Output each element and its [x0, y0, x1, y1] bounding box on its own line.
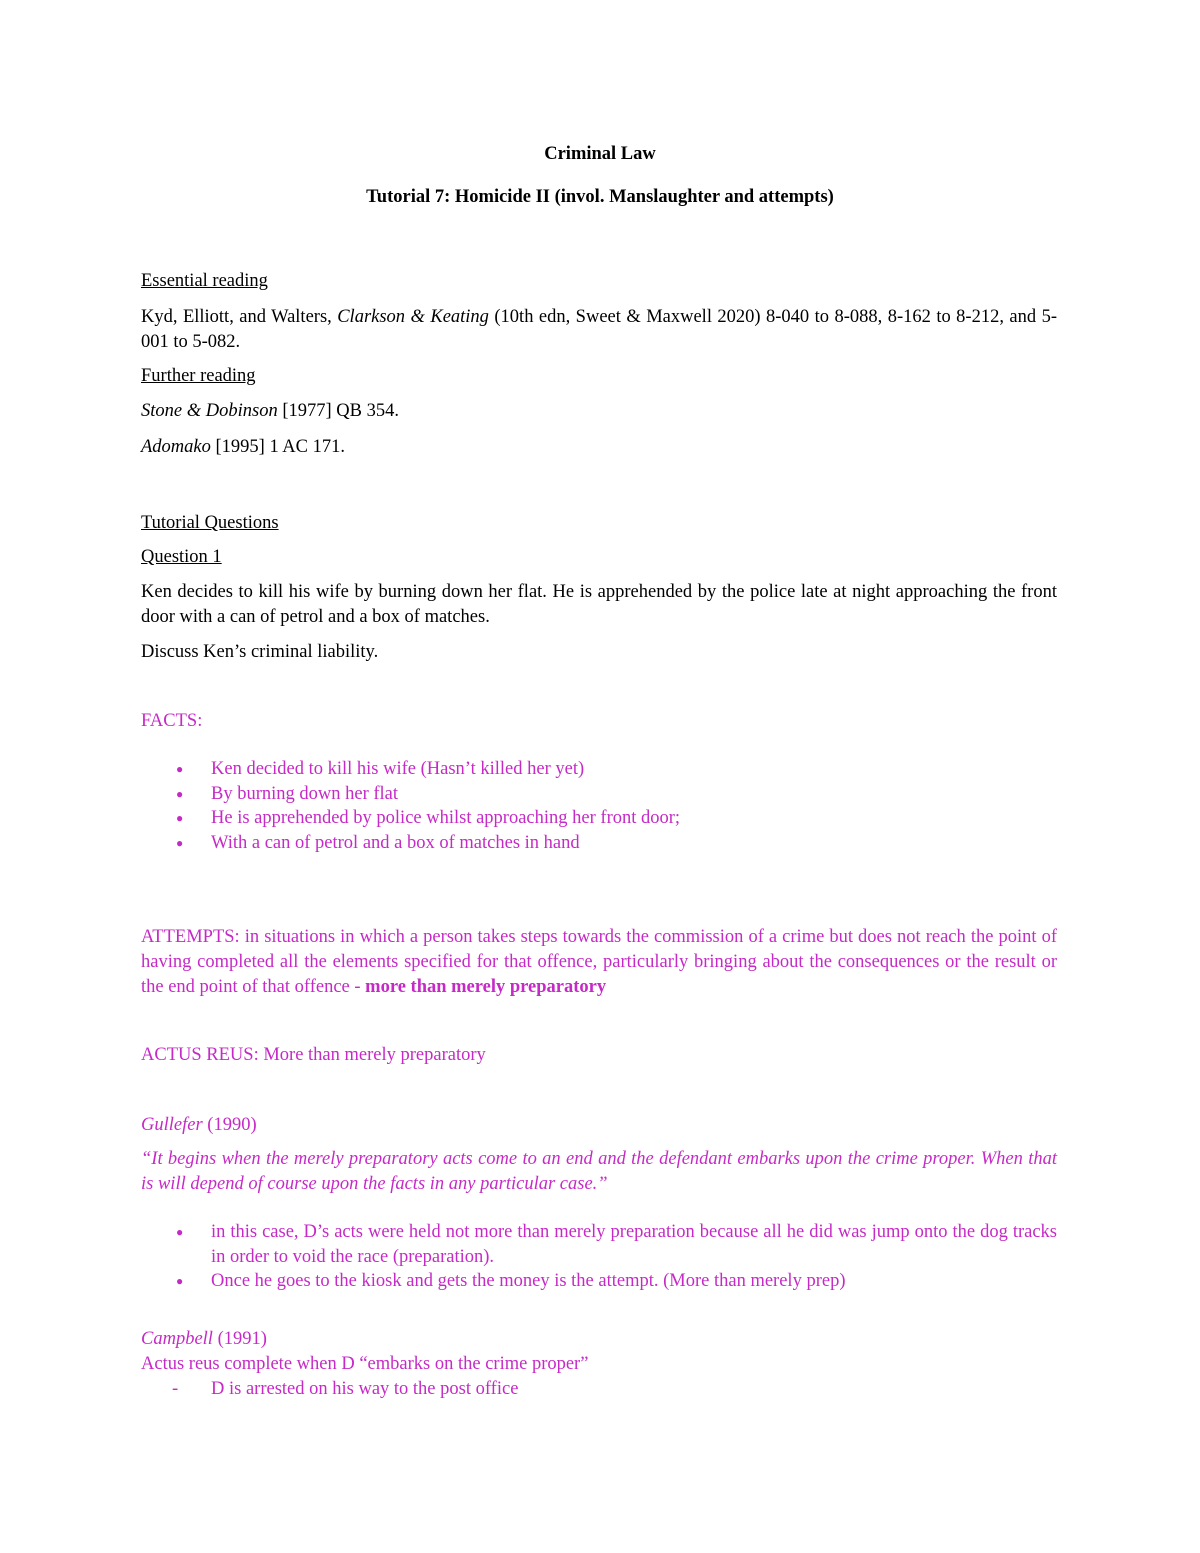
- essential-reading-text: [141, 305, 1057, 355]
- question-1-heading: Question 1: [141, 547, 222, 567]
- dash-icon: -: [172, 1379, 179, 1399]
- gullefer-quote: “It begins when the merely preparatory acts come to an end and the defendant embarks upon the crime proper. When that is will depend of course upon the facts in any particular case.”: [141, 1149, 1057, 1194]
- further-reading-item: [141, 435, 345, 460]
- essential-details: (10th edn, Sweet & Maxwell 2020) 8-040 to 8-088, 8-162 to 8-212, and 5-001 to 5-082.: [141, 307, 1057, 352]
- case-name: Gullefer: [141, 1115, 203, 1135]
- facts-heading: FACTS:: [141, 711, 203, 731]
- gullefer-case-heading: [141, 1113, 257, 1138]
- attempts-definition: [141, 925, 1057, 1000]
- essential-authors: Kyd, Elliott, and Walters,: [141, 307, 338, 327]
- case-citation: [1977] QB 354.: [277, 401, 399, 421]
- essential-reading-heading: Essential reading: [141, 271, 268, 291]
- doc-title: Criminal Law: [544, 144, 656, 164]
- case-name: Stone & Dobinson: [141, 401, 278, 421]
- facts-item: With a can of petrol and a box of matches in hand: [211, 833, 580, 853]
- bullet-icon: ●: [176, 1274, 184, 1288]
- bullet-icon: ●: [176, 762, 184, 776]
- question-1-text: Ken decides to kill his wife by burning down her flat. He is apprehended by the police late at night approaching the front door with a can of petrol and a box of matches.: [141, 582, 1057, 627]
- bullet-icon: ●: [176, 787, 184, 801]
- bullet-icon: ●: [176, 836, 184, 850]
- bullet-icon: ●: [176, 811, 184, 825]
- case-year: (1991): [212, 1329, 267, 1349]
- essential-book-title: Clarkson & Keating: [337, 307, 489, 327]
- case-citation: [1995] 1 AC 171.: [210, 437, 345, 457]
- tutorial-questions-heading: Tutorial Questions: [141, 513, 279, 533]
- attempts-text: ATTEMPTS: in situations in which a person takes steps towards the commission of a crime but does not reach the point of having completed all the elements specified for that offence, particularly bringing about the consequences or the result or the end point of that offence -: [141, 927, 1057, 997]
- campbell-case-heading: [141, 1327, 267, 1352]
- gullefer-item: Once he goes to the kiosk and gets the money is the attempt. (More than merely prep): [211, 1271, 846, 1291]
- facts-item: Ken decided to kill his wife (Hasn’t killed her yet): [211, 759, 585, 779]
- question-1-prompt: Discuss Ken’s criminal liability.: [141, 642, 379, 662]
- further-reading-item: [141, 399, 399, 424]
- case-year: (1990): [202, 1115, 257, 1135]
- doc-subtitle: Tutorial 7: Homicide II (invol. Manslaughter and attempts): [366, 187, 834, 207]
- attempts-emphasis: more than merely preparatory: [365, 977, 607, 997]
- facts-item: He is apprehended by police whilst approaching her front door;: [211, 808, 681, 828]
- campbell-text: Actus reus complete when D “embarks on the crime proper”: [141, 1354, 589, 1374]
- gullefer-item: in this case, D’s acts were held not more than merely preparation because all he did was jump onto the dog tracks in order to void the race (preparation).: [211, 1222, 1057, 1267]
- case-name: Campbell: [141, 1329, 213, 1349]
- actus-reus-line: ACTUS REUS: More than merely preparatory: [141, 1045, 486, 1065]
- further-reading-heading: Further reading: [141, 366, 256, 386]
- facts-item: By burning down her flat: [211, 784, 399, 804]
- bullet-icon: ●: [176, 1225, 184, 1239]
- campbell-item: D is arrested on his way to the post office: [211, 1379, 519, 1399]
- case-name: Adomako: [141, 437, 211, 457]
